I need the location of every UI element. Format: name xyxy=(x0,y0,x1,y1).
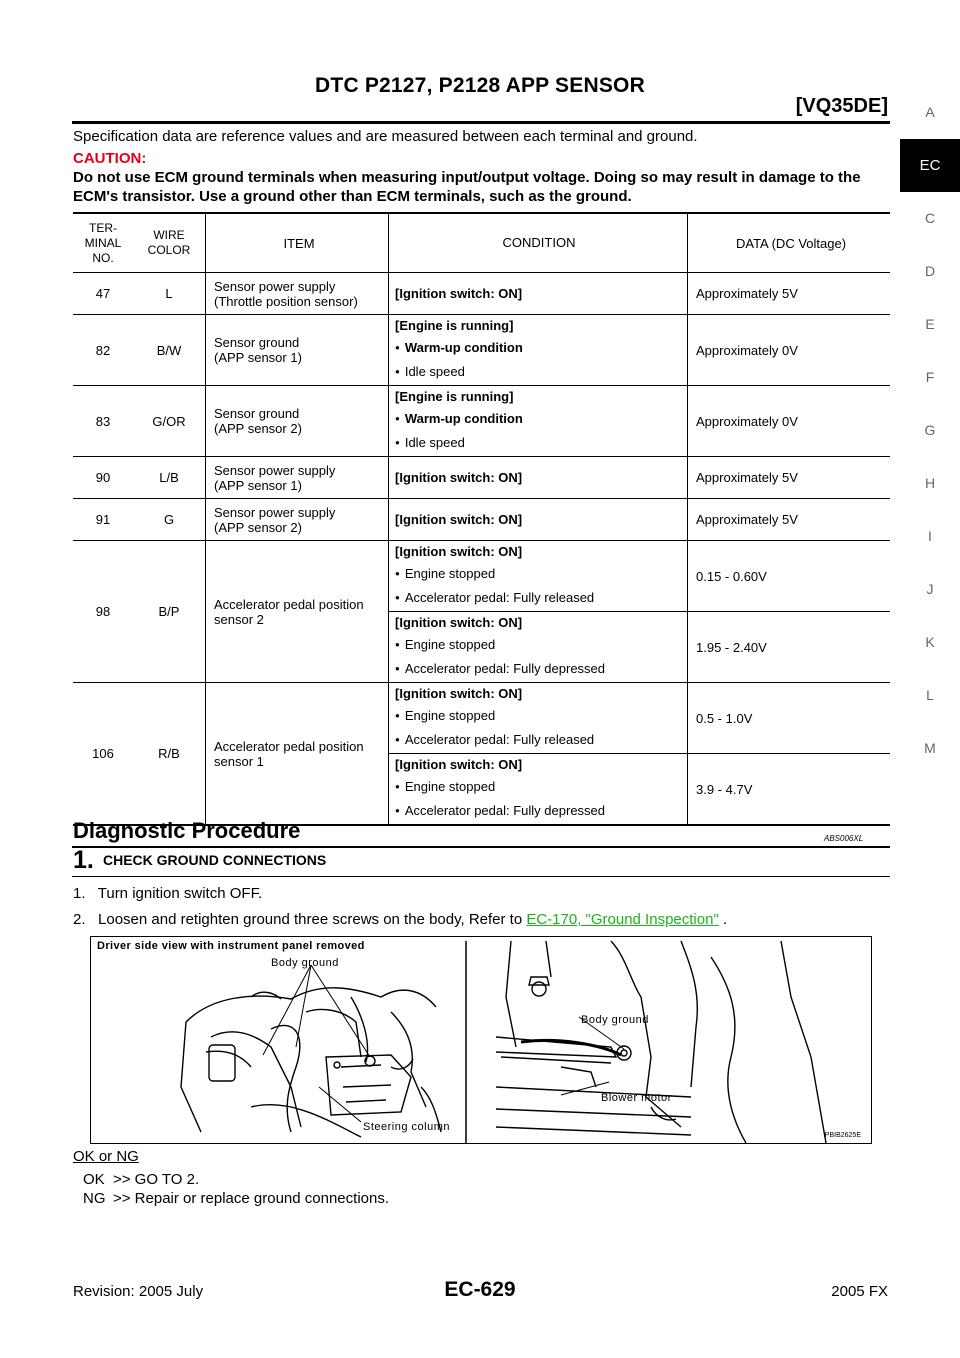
section-tab-k: K xyxy=(925,634,935,650)
cell-item: Sensor power supply (APP sensor 1) xyxy=(206,457,389,499)
cell-item: Sensor power supply (APP sensor 2) xyxy=(206,499,389,541)
cell-data: Approximately 5V xyxy=(688,457,891,499)
ground-location-figure xyxy=(90,936,872,1144)
cell-condition: [Ignition switch: ON] xyxy=(389,273,688,315)
label-blower-motor: Blower motor xyxy=(601,1092,672,1104)
table-row xyxy=(73,541,890,612)
cell-terminal: 47 xyxy=(73,273,133,315)
cell-data: 0.5 - 1.0V xyxy=(688,683,891,754)
label-steering-column: Steering column xyxy=(363,1121,450,1133)
table-row xyxy=(73,273,890,315)
result-ok xyxy=(83,1171,199,1188)
cell-terminal: 91 xyxy=(73,499,133,541)
section-tab-m: M xyxy=(924,740,936,756)
step-rule xyxy=(72,876,890,877)
cell-condition: [Ignition switch: ON] ● Engine stopped ● Accelerator pedal: Fully depressed xyxy=(389,754,688,826)
cell-item: Accelerator pedal position sensor 2 xyxy=(206,541,389,683)
cell-wire-color: G xyxy=(133,499,206,541)
cell-data: 0.15 - 0.60V xyxy=(688,541,891,612)
section-tab-l: L xyxy=(926,687,934,703)
cell-item: Sensor ground (APP sensor 2) xyxy=(206,386,389,457)
procedure-rule xyxy=(72,846,890,848)
cell-terminal: 98 xyxy=(73,541,133,683)
footer-revision: Revision: 2005 July xyxy=(73,1283,204,1300)
ok-text: >> GO TO 2. xyxy=(113,1171,200,1188)
ng-key: NG xyxy=(83,1190,106,1207)
spec-note: Specification data are reference values and are measured between each terminal and ground. xyxy=(73,128,698,145)
cell-wire-color: L xyxy=(133,273,206,315)
cell-terminal: 90 xyxy=(73,457,133,499)
table-row xyxy=(73,457,890,499)
procedure-title: Diagnostic Procedure xyxy=(73,818,301,843)
cell-item: Accelerator pedal position sensor 1 xyxy=(206,683,389,826)
result-label: OK or NG xyxy=(73,1148,139,1165)
result-ng xyxy=(83,1190,389,1207)
table-row xyxy=(73,499,890,541)
section-tab-g: G xyxy=(924,422,936,438)
cell-wire-color: L/B xyxy=(133,457,206,499)
cell-data: Approximately 5V xyxy=(688,499,891,541)
cell-condition: [Ignition switch: ON] ● Engine stopped ● Accelerator pedal: Fully released xyxy=(389,541,688,612)
cell-terminal: 82 xyxy=(73,315,133,386)
section-tab-d: D xyxy=(924,263,936,279)
caution-text: Do not use ECM ground terminals when measuring input/output voltage. Doing so may result in damage to the ECM's transistor. Use a ground other than ECM terminals, such as the ground. xyxy=(73,169,861,205)
engine-code: [VQ35DE] xyxy=(795,95,888,117)
step-instruction-2-end: . xyxy=(718,911,728,928)
section-tabs xyxy=(900,86,960,775)
cell-condition: [Engine is running] ● Warm-up condition ● Idle speed xyxy=(389,386,688,457)
cell-wire-color: R/B xyxy=(133,683,206,826)
section-tab-e: E xyxy=(925,316,935,332)
cell-data: 3.9 - 4.7V xyxy=(688,754,891,826)
section-tab-i: I xyxy=(928,528,932,544)
cell-data: Approximately 0V xyxy=(688,386,891,457)
section-tab-h: H xyxy=(924,475,936,491)
label-body-ground-right: Body ground xyxy=(581,1014,649,1026)
col-terminal: TER- MINAL NO. xyxy=(73,213,133,273)
caution-heading: CAUTION: xyxy=(73,150,147,167)
step-heading: CHECK GROUND CONNECTIONS xyxy=(103,852,327,868)
procedure-ref-id: ABS006XL xyxy=(824,834,864,843)
figure-illustration xyxy=(91,937,871,1143)
cell-condition: [Ignition switch: ON] xyxy=(389,499,688,541)
terminal-table xyxy=(73,212,890,826)
step-instruction-2 xyxy=(73,911,727,928)
cell-terminal: 106 xyxy=(73,683,133,826)
cell-data: Approximately 5V xyxy=(688,273,891,315)
cell-wire-color: B/P xyxy=(133,541,206,683)
cell-data: Approximately 0V xyxy=(688,315,891,386)
step-number: 1. xyxy=(73,846,94,874)
cell-wire-color: G/OR xyxy=(133,386,206,457)
cell-data: 1.95 - 2.40V xyxy=(688,612,891,683)
step-instruction-1: 1. Turn ignition switch OFF. xyxy=(73,885,263,902)
section-tab-f: F xyxy=(925,369,935,385)
footer-model: 2005 FX xyxy=(831,1283,888,1300)
cell-wire-color: B/W xyxy=(133,315,206,386)
page-title: DTC P2127, P2128 APP SENSOR xyxy=(315,74,645,97)
cell-condition: [Engine is running] ● Warm-up condition ● Idle speed xyxy=(389,315,688,386)
section-tab-ec: EC xyxy=(900,139,960,192)
table-row xyxy=(73,683,890,754)
ok-key: OK xyxy=(83,1171,105,1188)
section-tab-c: C xyxy=(924,210,936,226)
section-tab-j: J xyxy=(926,581,934,597)
section-tab-a: A xyxy=(925,104,935,120)
label-body-ground-left: Body ground xyxy=(271,957,339,969)
col-wire-color: WIRE COLOR xyxy=(133,213,206,273)
ng-text: >> Repair or replace ground connections. xyxy=(113,1190,390,1207)
header-rule xyxy=(72,121,890,124)
cell-condition: [Ignition switch: ON] ● Engine stopped ● Accelerator pedal: Fully depressed xyxy=(389,612,688,683)
cell-condition: [Ignition switch: ON] ● Engine stopped ● Accelerator pedal: Fully released xyxy=(389,683,688,754)
figure-heading: Driver side view with instrument panel removed xyxy=(97,940,365,952)
figure-id: PBIB2625E xyxy=(824,1132,861,1139)
col-condition: CONDITION xyxy=(389,213,688,273)
col-item: ITEM xyxy=(206,213,389,273)
cell-item: Sensor ground (APP sensor 1) xyxy=(206,315,389,386)
table-row xyxy=(73,386,890,457)
cell-condition: [Ignition switch: ON] xyxy=(389,457,688,499)
col-data: DATA (DC Voltage) xyxy=(688,213,891,273)
table-row xyxy=(73,315,890,386)
footer-page-number: EC-629 xyxy=(444,1278,516,1301)
cell-terminal: 83 xyxy=(73,386,133,457)
cell-item: Sensor power supply (Throttle position sensor) xyxy=(206,273,389,315)
step-instruction-2-text: 2. Loosen and retighten ground three screws on the body, Refer to xyxy=(73,911,527,928)
ground-inspection-link[interactable]: EC-170, "Ground Inspection" xyxy=(526,911,719,928)
